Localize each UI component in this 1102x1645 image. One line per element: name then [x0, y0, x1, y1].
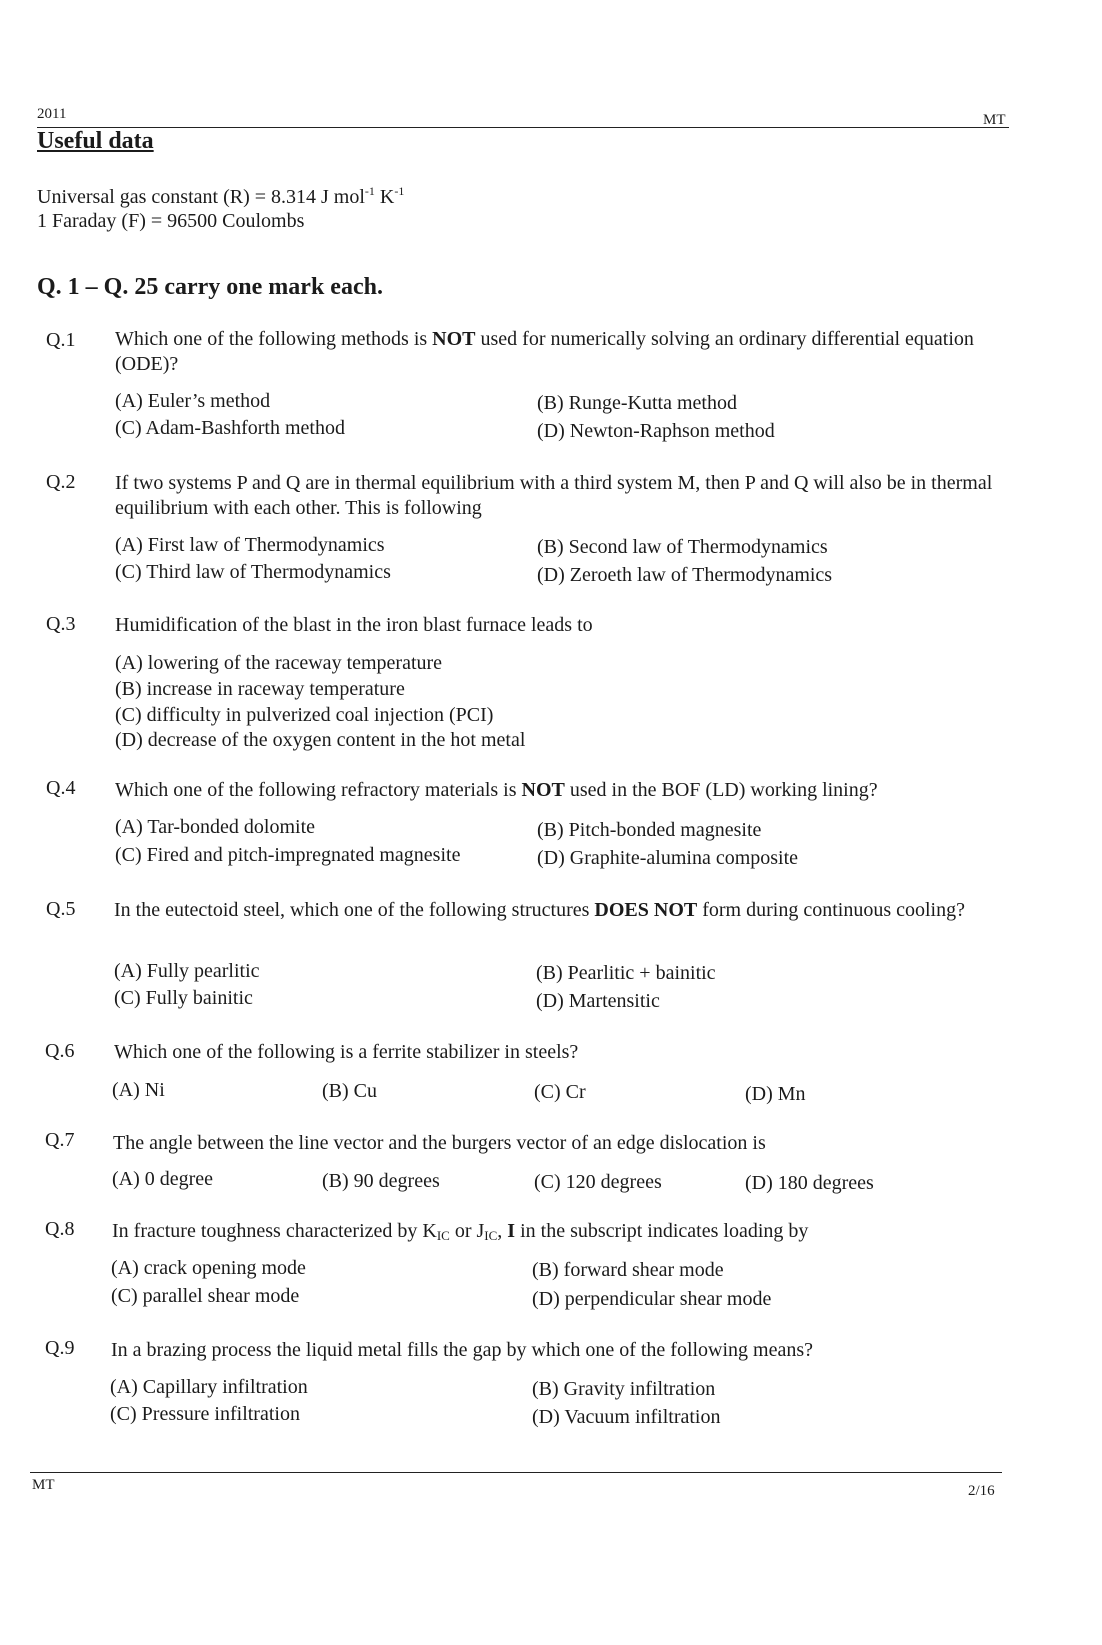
question-number: Q.1 — [46, 329, 76, 351]
question-emphasis: NOT — [521, 779, 565, 801]
option-b[interactable]: (B) Cu — [322, 1080, 377, 1102]
option-b[interactable]: (B) Pitch-bonded magnesite — [537, 819, 762, 841]
subscript: IC — [484, 1228, 498, 1243]
question-text-part: In fracture toughness characterized by K — [112, 1220, 437, 1242]
option-a[interactable]: (A) crack opening mode — [111, 1257, 306, 1279]
option-c[interactable]: (C) Pressure infiltration — [110, 1403, 300, 1425]
question-number: Q.3 — [46, 613, 76, 635]
footer-paper-code: MT — [32, 1477, 55, 1493]
option-d[interactable]: (D) Zeroeth law of Thermodynamics — [537, 564, 833, 586]
option-d[interactable]: (D) Vacuum infiltration — [532, 1406, 721, 1428]
option-a[interactable]: (A) First law of Thermodynamics — [115, 534, 385, 556]
question-text-part: in the subscript indicates loading by — [515, 1220, 809, 1242]
option-a[interactable]: (A) 0 degree — [112, 1168, 214, 1190]
question-text-part: Which one of the following refractory materials is — [115, 779, 522, 801]
option-a[interactable]: (A) Tar-bonded dolomite — [115, 816, 315, 838]
option-c[interactable]: (C) Cr — [534, 1081, 586, 1103]
question-text-part: , — [497, 1220, 508, 1242]
gas-constant-sup2: -1 — [394, 184, 405, 198]
question-text: Which one of the following is a ferrite stabilizer in steels? — [114, 1041, 579, 1063]
question-text-part: or J — [449, 1220, 485, 1242]
header-year: 2011 — [37, 106, 67, 122]
option-d[interactable]: (D) Newton-Raphson method — [537, 420, 775, 442]
question-text-part: used for numerically solving an ordinary differential equation (ODE)? — [115, 328, 974, 375]
faraday-line: 1 Faraday (F) = 96500 Coulombs — [37, 210, 305, 232]
option-c[interactable]: (C) parallel shear mode — [111, 1285, 300, 1307]
useful-data-title: Useful data — [37, 128, 154, 154]
option-d[interactable]: (D) Mn — [745, 1083, 806, 1105]
question-emphasis: NOT — [432, 328, 476, 350]
option-c[interactable]: (C) Adam-Bashforth method — [115, 417, 345, 439]
option-a[interactable]: (A) Fully pearlitic — [114, 960, 260, 982]
question-text-part: Which one of the following methods is — [115, 328, 433, 350]
option-c[interactable]: (C) Fired and pitch-impregnated magnesite — [115, 844, 461, 866]
option-a[interactable]: (A) lowering of the raceway temperature — [115, 652, 443, 674]
option-d[interactable]: (D) Martensitic — [536, 990, 660, 1012]
header-paper-code: MT — [983, 112, 1006, 128]
option-b[interactable]: (B) Pearlitic + bainitic — [536, 962, 716, 984]
question-text — [115, 327, 1000, 377]
option-b[interactable]: (B) forward shear mode — [532, 1259, 724, 1281]
subscript: IC — [436, 1228, 450, 1243]
question-text-part: In the eutectoid steel, which one of the following structures — [114, 899, 595, 921]
option-b[interactable]: (B) increase in raceway temperature — [115, 678, 405, 700]
question-number: Q.2 — [46, 471, 76, 493]
question-text: If two systems P and Q are in thermal equilibrium with a third system M, then P and Q will also be in thermal equilibrium with each other. This is following — [115, 472, 993, 519]
option-b[interactable]: (B) Gravity infiltration — [532, 1378, 716, 1400]
question-text: Humidification of the blast in the iron blast furnace leads to — [115, 614, 593, 636]
option-a[interactable]: (A) Capillary infiltration — [110, 1376, 308, 1398]
option-b[interactable]: (B) Runge-Kutta method — [537, 392, 737, 414]
question-text — [112, 1219, 1000, 1248]
question-number: Q.9 — [45, 1337, 75, 1359]
option-a[interactable]: (A) Euler’s method — [115, 390, 271, 412]
question-emphasis: DOES NOT — [594, 899, 698, 921]
gas-constant-line — [37, 184, 404, 209]
question-text: In a brazing process the liquid metal fills the gap by which one of the following means? — [111, 1339, 814, 1361]
question-number: Q.5 — [46, 898, 76, 920]
option-b[interactable]: (B) Second law of Thermodynamics — [537, 536, 828, 558]
option-b[interactable]: (B) 90 degrees — [322, 1170, 440, 1192]
option-d[interactable]: (D) Graphite-alumina composite — [537, 847, 799, 869]
option-c[interactable]: (C) 120 degrees — [534, 1171, 662, 1193]
question-number: Q.7 — [45, 1129, 75, 1151]
option-c[interactable]: (C) difficulty in pulverized coal injection (PCI) — [115, 704, 494, 726]
header-rule — [37, 127, 1009, 128]
option-a[interactable]: (A) Ni — [112, 1079, 165, 1101]
gas-constant-mid: K — [374, 186, 395, 208]
question-text — [114, 898, 1000, 923]
question-text: The angle between the line vector and the burgers vector of an edge dislocation is — [113, 1132, 766, 1154]
option-d[interactable]: (D) decrease of the oxygen content in the hot metal — [115, 729, 526, 751]
footer-page-number: 2/16 — [968, 1483, 995, 1499]
question-text — [115, 778, 1000, 803]
footer-rule — [30, 1472, 1002, 1473]
section-heading: Q. 1 – Q. 25 carry one mark each. — [37, 274, 383, 300]
gas-constant-prefix: Universal gas constant (R) = 8.314 J mol — [37, 186, 365, 208]
question-text-part: form during continuous cooling? — [697, 899, 965, 921]
question-text-part: used in the BOF (LD) working lining? — [564, 779, 878, 801]
option-d[interactable]: (D) 180 degrees — [745, 1172, 874, 1194]
option-c[interactable]: (C) Third law of Thermodynamics — [115, 561, 391, 583]
question-number: Q.6 — [45, 1040, 75, 1062]
question-number: Q.4 — [46, 777, 76, 799]
option-d[interactable]: (D) perpendicular shear mode — [532, 1288, 772, 1310]
option-c[interactable]: (C) Fully bainitic — [114, 987, 253, 1009]
question-emphasis: I — [507, 1220, 516, 1242]
gas-constant-sup1: -1 — [364, 184, 375, 198]
question-number: Q.8 — [45, 1218, 75, 1240]
